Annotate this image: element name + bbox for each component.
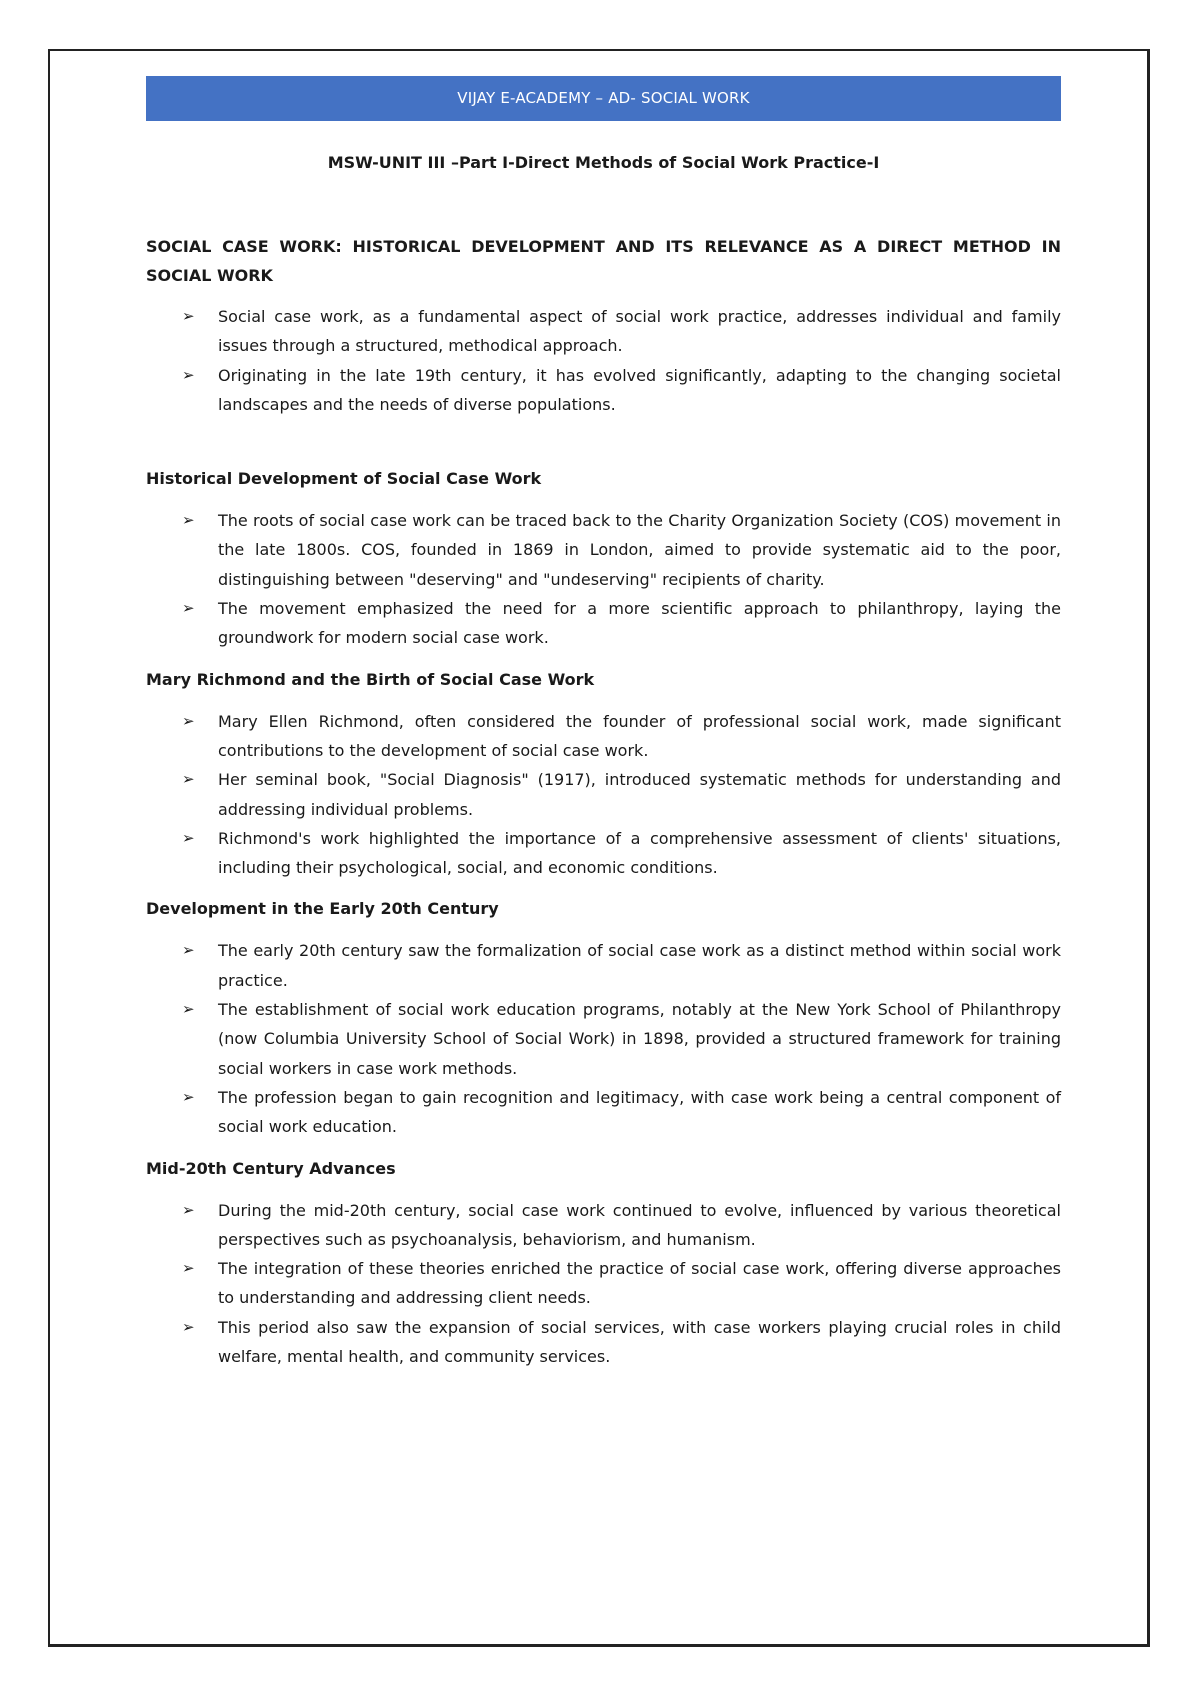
- section-heading-mary-richmond: Mary Richmond and the Birth of Social Case Work: [146, 669, 595, 689]
- list-item: ➢ The integration of these theories enriched the practice of social case work, offering diverse approaches to understanding and addressing client needs.: [146, 1254, 1061, 1313]
- arrow-bullet-icon: ➢: [182, 1259, 195, 1278]
- mary-richmond-bullet-list: [146, 707, 1061, 883]
- historical-development-bullet-list: [146, 506, 1061, 652]
- intro-bullet-list: [146, 302, 1061, 419]
- arrow-bullet-icon: ➢: [182, 365, 195, 384]
- arrow-bullet-icon: ➢: [182, 1087, 195, 1106]
- arrow-bullet-icon: ➢: [182, 511, 195, 530]
- list-item: ➢ Mary Ellen Richmond, often considered the founder of professional social work, made significant contributions to the development of social case work.: [146, 707, 1061, 766]
- arrow-bullet-icon: ➢: [182, 1317, 195, 1336]
- section-heading-mid-20th-century: Mid-20th Century Advances: [146, 1158, 396, 1178]
- arrow-bullet-icon: ➢: [182, 307, 195, 325]
- arrow-bullet-icon: ➢: [182, 770, 195, 789]
- list-item: ➢ The early 20th century saw the formalization of social case work as a distinct method within social work practice.: [146, 936, 1061, 995]
- arrow-bullet-icon: ➢: [182, 1200, 195, 1219]
- list-item: ➢ This period also saw the expansion of social services, with case workers playing crucial roles in child welfare, mental health, and community services.: [146, 1313, 1061, 1372]
- header-banner: VIJAY E-ACADEMY – AD- SOCIAL WORK: [146, 76, 1061, 121]
- mid-20th-century-bullet-list: [146, 1196, 1061, 1372]
- arrow-bullet-icon: ➢: [182, 941, 195, 960]
- section-heading-historical-development: Historical Development of Social Case Work: [146, 469, 542, 489]
- document-body: [146, 76, 1061, 1371]
- document-subtitle: MSW-UNIT III –Part I-Direct Methods of Social Work Practice-I: [327, 153, 880, 172]
- list-item: ➢ The profession began to gain recognition and legitimacy, with case work being a central component of social work education.: [146, 1083, 1061, 1142]
- arrow-bullet-icon: ➢: [182, 828, 195, 847]
- section-heading-early-20th-century: Development in the Early 20th Century: [146, 899, 499, 919]
- list-item: ➢ Originating in the late 19th century, it has evolved significantly, adapting to the changing societal landscapes and the needs of diverse populations.: [146, 361, 1061, 420]
- list-item: ➢ The movement emphasized the need for a more scientific approach to philanthropy, laying the groundwork for modern social case work.: [146, 594, 1061, 653]
- list-item: ➢ The roots of social case work can be traced back to the Charity Organization Society (COS) movement in the late 1800s. COS, founded in 1869 in London, aimed to provide systematic aid to the poor, distinguishing between "deserving" and "undeserving" recipients of charity.: [146, 506, 1061, 594]
- main-heading: SOCIAL CASE WORK: HISTORICAL DEVELOPMENT AND ITS RELEVANCE AS A DIRECT METHOD IN SOCIAL WORK: [146, 237, 1061, 285]
- list-item: ➢ Social case work, as a fundamental aspect of social work practice, addresses individual and family issues through a structured, methodical approach.: [146, 302, 1061, 361]
- list-item: ➢ Richmond's work highlighted the importance of a comprehensive assessment of clients' situations, including their psychological, social, and economic conditions.: [146, 824, 1061, 883]
- early-20th-century-bullet-list: [146, 936, 1061, 1141]
- list-item: ➢ The establishment of social work education programs, notably at the New York School of Philanthropy (now Columbia University School of Social Work) in 1898, provided a structured framework for training social workers in case work methods.: [146, 995, 1061, 1083]
- list-item: ➢ During the mid-20th century, social case work continued to evolve, influenced by various theoretical perspectives such as psychoanalysis, behaviorism, and humanism.: [146, 1196, 1061, 1255]
- arrow-bullet-icon: ➢: [182, 1000, 195, 1019]
- arrow-bullet-icon: ➢: [182, 711, 195, 730]
- list-item: ➢ Her seminal book, "Social Diagnosis" (1917), introduced systematic methods for understanding and addressing individual problems.: [146, 765, 1061, 824]
- arrow-bullet-icon: ➢: [182, 599, 195, 618]
